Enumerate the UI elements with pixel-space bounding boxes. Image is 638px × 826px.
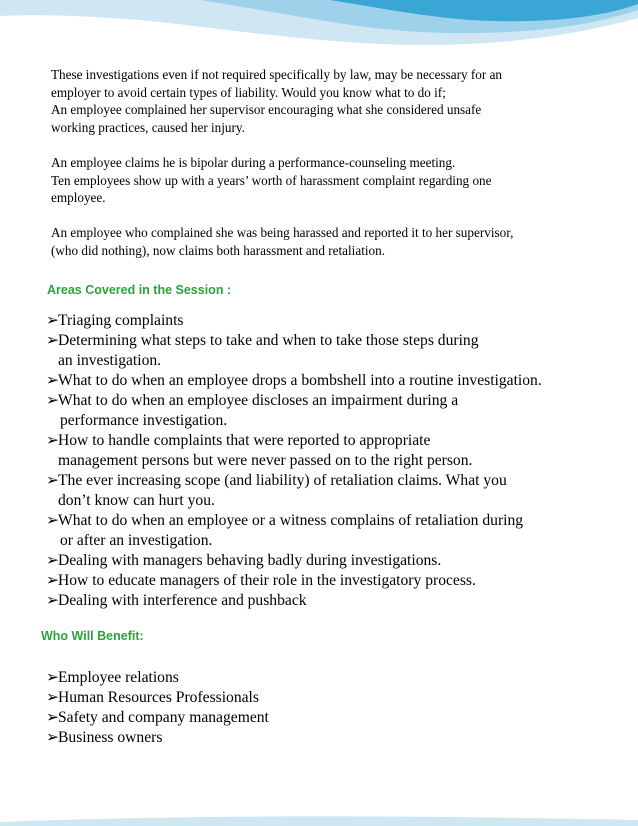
footer-wave-decoration xyxy=(0,812,638,826)
list-item xyxy=(46,371,638,391)
list-item xyxy=(46,331,638,371)
list-item xyxy=(46,571,638,591)
list-item-text: Triaging complaints xyxy=(58,312,184,329)
list-item-text: Employee relations xyxy=(58,669,179,686)
intro-line: Ten employees show up with a years’ worth of harassment complaint regarding one xyxy=(51,172,492,188)
paragraph-gap xyxy=(51,136,611,154)
list-item-text: What to do when an employee discloses an impairment during a xyxy=(58,392,459,409)
arrow-bullet-icon: ➢ xyxy=(46,552,60,569)
list-item-text: Dealing with managers behaving badly during investigations. xyxy=(58,552,442,569)
list-item-text: Business owners xyxy=(58,729,163,746)
list-item-continuation: or after an investigation. xyxy=(60,532,213,549)
list-item-continuation: an investigation. xyxy=(58,352,162,369)
arrow-bullet-icon: ➢ xyxy=(46,312,60,329)
who-will-benefit-heading: Who Will Benefit: xyxy=(41,629,144,643)
arrow-bullet-icon: ➢ xyxy=(46,669,60,686)
arrow-bullet-icon: ➢ xyxy=(46,392,60,409)
arrow-bullet-icon: ➢ xyxy=(46,432,60,449)
intro-line: An employee complained her supervisor encouraging what she considered unsafe xyxy=(51,102,482,118)
list-item-text: The ever increasing scope (and liability) of retaliation claims. What you xyxy=(58,472,507,489)
list-item-text: Determining what steps to take and when to take those steps during xyxy=(58,332,479,349)
list-item xyxy=(46,708,638,728)
arrow-bullet-icon: ➢ xyxy=(46,729,60,746)
intro-text xyxy=(51,66,611,260)
areas-covered-list xyxy=(46,311,638,611)
list-item-continuation: don’t know can hurt you. xyxy=(58,492,215,509)
intro-line: These investigations even if not required specifically by law, may be necessary for an xyxy=(51,67,503,82)
intro-line: employer to avoid certain types of liability. Would you know what to do if; xyxy=(51,84,446,100)
list-item xyxy=(46,511,638,551)
list-item xyxy=(46,431,638,471)
list-item-text: What to do when an employee or a witness complains of retaliation during xyxy=(58,512,524,529)
intro-line: working practices, caused her injury. xyxy=(51,119,245,135)
list-item-text: What to do when an employee drops a bombshell into a routine investigation. xyxy=(58,372,542,389)
list-item-text: Dealing with interference and pushback xyxy=(58,592,307,609)
list-item-continuation: management persons but were never passed on to the right person. xyxy=(58,452,473,469)
arrow-bullet-icon: ➢ xyxy=(46,689,60,706)
list-item xyxy=(46,391,638,431)
arrow-bullet-icon: ➢ xyxy=(46,512,60,529)
arrow-bullet-icon: ➢ xyxy=(46,592,60,609)
list-item-text: How to handle complaints that were reported to appropriate xyxy=(58,432,431,449)
arrow-bullet-icon: ➢ xyxy=(46,332,60,349)
list-item xyxy=(46,591,638,611)
arrow-bullet-icon: ➢ xyxy=(46,572,60,589)
list-item xyxy=(46,471,638,511)
list-item-continuation: performance investigation. xyxy=(60,412,228,429)
arrow-bullet-icon: ➢ xyxy=(46,709,60,726)
list-item xyxy=(46,728,638,748)
who-will-benefit-list xyxy=(46,668,638,748)
list-item xyxy=(46,311,638,331)
list-item-text: How to educate managers of their role in the investigatory process. xyxy=(58,572,476,589)
header-wave-decoration xyxy=(0,0,638,60)
areas-covered-heading: Areas Covered in the Session : xyxy=(47,283,232,297)
intro-line: An employee who complained she was being harassed and reported it to her supervisor, xyxy=(51,225,514,241)
paragraph-gap xyxy=(51,207,611,225)
arrow-bullet-icon: ➢ xyxy=(46,372,60,389)
intro-line: An employee claims he is bipolar during a performance-counseling meeting. xyxy=(51,154,456,170)
intro-line: employee. xyxy=(51,190,106,206)
list-item-text: Safety and company management xyxy=(58,709,269,726)
list-item xyxy=(46,551,638,571)
intro-line: (who did nothing), now claims both harassment and retaliation. xyxy=(51,242,386,258)
list-item-text: Human Resources Professionals xyxy=(58,689,259,706)
list-item xyxy=(46,668,638,688)
list-item xyxy=(46,688,638,708)
arrow-bullet-icon: ➢ xyxy=(46,472,60,489)
